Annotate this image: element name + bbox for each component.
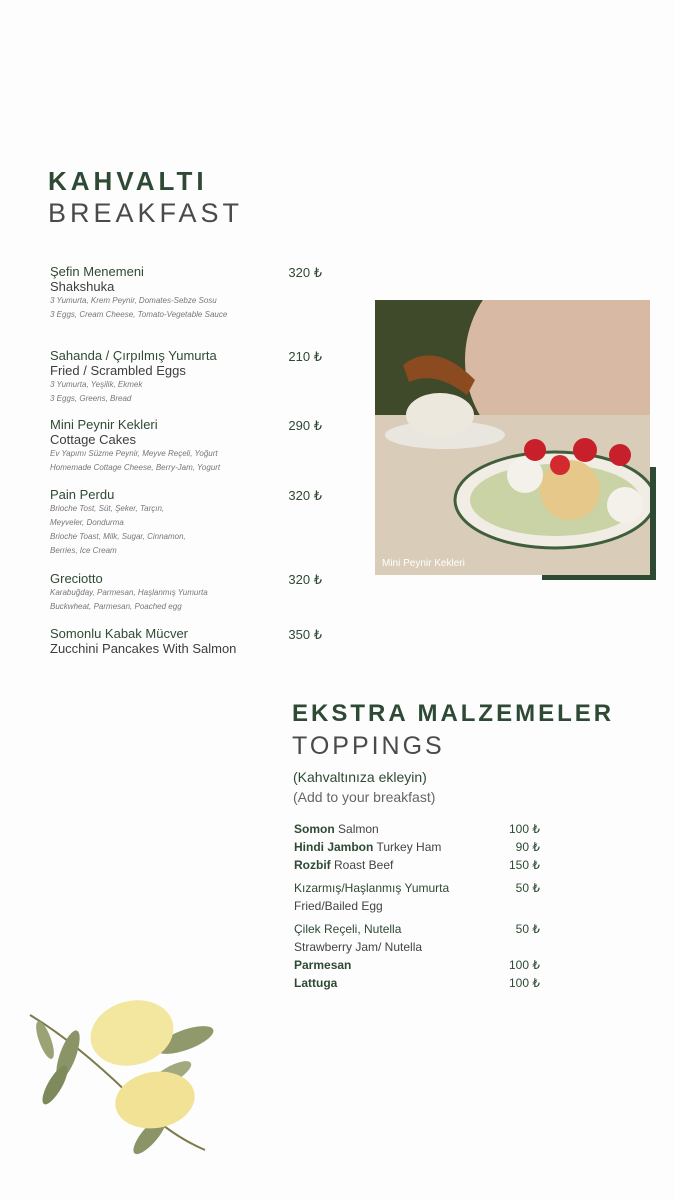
item-name-en: Cottage Cakes xyxy=(50,432,136,447)
menu-item-cottage-cakes xyxy=(50,418,322,475)
menu-item-pain-perdu xyxy=(50,488,322,558)
item-desc: Homemade Cottage Cheese, Berry-Jam, Yogurt xyxy=(50,463,221,472)
food-photo-illustration xyxy=(375,300,650,575)
topping-price: 100 ₺ xyxy=(509,976,540,990)
item-name-en: Zucchini Pancakes With Salmon xyxy=(50,641,237,656)
extras-subtitle-en: (Add to your breakfast) xyxy=(293,789,436,805)
item-desc: Ev Yapımı Süzme Peynir, Meyve Reçeli, Yoğurt xyxy=(50,449,218,458)
topping-item xyxy=(294,881,540,913)
item-desc: 3 Yumurta, Krem Peynir, Domates-Sebze Sosu xyxy=(50,296,217,305)
food-photo xyxy=(375,300,650,575)
title-breakfast-tr: KAHVALTI xyxy=(48,166,208,196)
title-extras-tr: EKSTRA MALZEMELER xyxy=(292,700,615,727)
topping-price: 50 ₺ xyxy=(515,922,540,936)
item-desc: Karabuğday, Parmesan, Haşlanmış Yumurta xyxy=(50,588,208,597)
item-price: 350 ₺ xyxy=(288,627,322,642)
item-desc: 3 Eggs, Cream Cheese, Tomato-Vegetable Sauce xyxy=(50,310,228,319)
menu-item-zucchini-pancakes xyxy=(50,627,322,656)
photo-caption: Mini Peynir Kekleri xyxy=(382,558,465,569)
topping-name-tr: Hindi Jambon xyxy=(294,840,374,854)
menu-item-shakshuka xyxy=(50,265,322,322)
topping-name-tr: Parmesan xyxy=(294,958,352,972)
topping-item xyxy=(294,976,540,990)
item-desc: Berries, Ice Cream xyxy=(50,546,117,555)
topping-item xyxy=(294,822,540,836)
topping-price: 150 ₺ xyxy=(509,858,540,872)
item-name: Sahanda / Çırpılmış Yumurta xyxy=(50,348,217,363)
topping-name-en: Turkey Ham xyxy=(376,840,442,854)
item-price: 320 ₺ xyxy=(288,572,322,587)
topping-name-en: Strawberry Jam/ Nutella xyxy=(294,940,423,954)
topping-name-tr: Çilek Reçeli, Nutella xyxy=(294,922,402,936)
menu-item-eggs xyxy=(50,349,322,406)
item-name: Greciotto xyxy=(50,571,103,586)
item-name: Mini Peynir Kekleri xyxy=(50,417,158,432)
item-desc: Brioche Tost, Süt, Şeker, Tarçın, xyxy=(50,504,165,513)
item-name: Pain Perdu xyxy=(50,487,115,502)
item-name: Somonlu Kabak Mücver xyxy=(50,626,189,641)
topping-price: 100 ₺ xyxy=(509,958,540,972)
extras-subtitle-tr: (Kahvaltınıza ekleyin) xyxy=(293,769,427,785)
item-name-en: Shakshuka xyxy=(50,279,115,294)
lemon-branch-illustration xyxy=(20,995,220,1160)
topping-name-tr: Kızarmış/Haşlanmış Yumurta xyxy=(294,881,450,895)
item-desc: 3 Eggs, Greens, Bread xyxy=(50,394,132,403)
item-price: 290 ₺ xyxy=(288,418,322,433)
topping-item xyxy=(294,922,540,954)
topping-price: 100 ₺ xyxy=(509,822,540,836)
topping-item xyxy=(294,858,540,872)
topping-item xyxy=(294,958,540,972)
topping-name-en: Salmon xyxy=(338,822,379,836)
item-name-en: Fried / Scrambled Eggs xyxy=(50,363,186,378)
item-desc: Brioche Toast, Milk, Sugar, Cinnamon, xyxy=(50,532,186,541)
title-breakfast-en: BREAKFAST xyxy=(48,198,244,228)
topping-name-en: Fried/Bailed Egg xyxy=(294,899,383,913)
item-price: 210 ₺ xyxy=(288,349,322,364)
item-desc: Buckwheat, Parmesan, Poached egg xyxy=(50,602,182,611)
topping-price: 90 ₺ xyxy=(515,840,540,854)
topping-price: 50 ₺ xyxy=(515,881,540,895)
topping-item xyxy=(294,840,540,854)
topping-name-tr: Rozbif xyxy=(294,858,331,872)
item-desc: 3 Yumurta, Yeşilik, Ekmek xyxy=(50,380,143,389)
topping-name-tr: Somon xyxy=(294,822,335,836)
title-extras-en: TOPPINGS xyxy=(292,732,445,760)
topping-name-tr: Lattuga xyxy=(294,976,338,990)
menu-item-greciotto xyxy=(50,572,322,614)
item-price: 320 ₺ xyxy=(288,265,322,280)
item-name: Şefin Menemeni xyxy=(50,264,144,279)
item-desc: Meyveler, Dondurma xyxy=(50,518,124,527)
topping-name-en: Roast Beef xyxy=(334,858,394,872)
item-price: 320 ₺ xyxy=(288,488,322,503)
